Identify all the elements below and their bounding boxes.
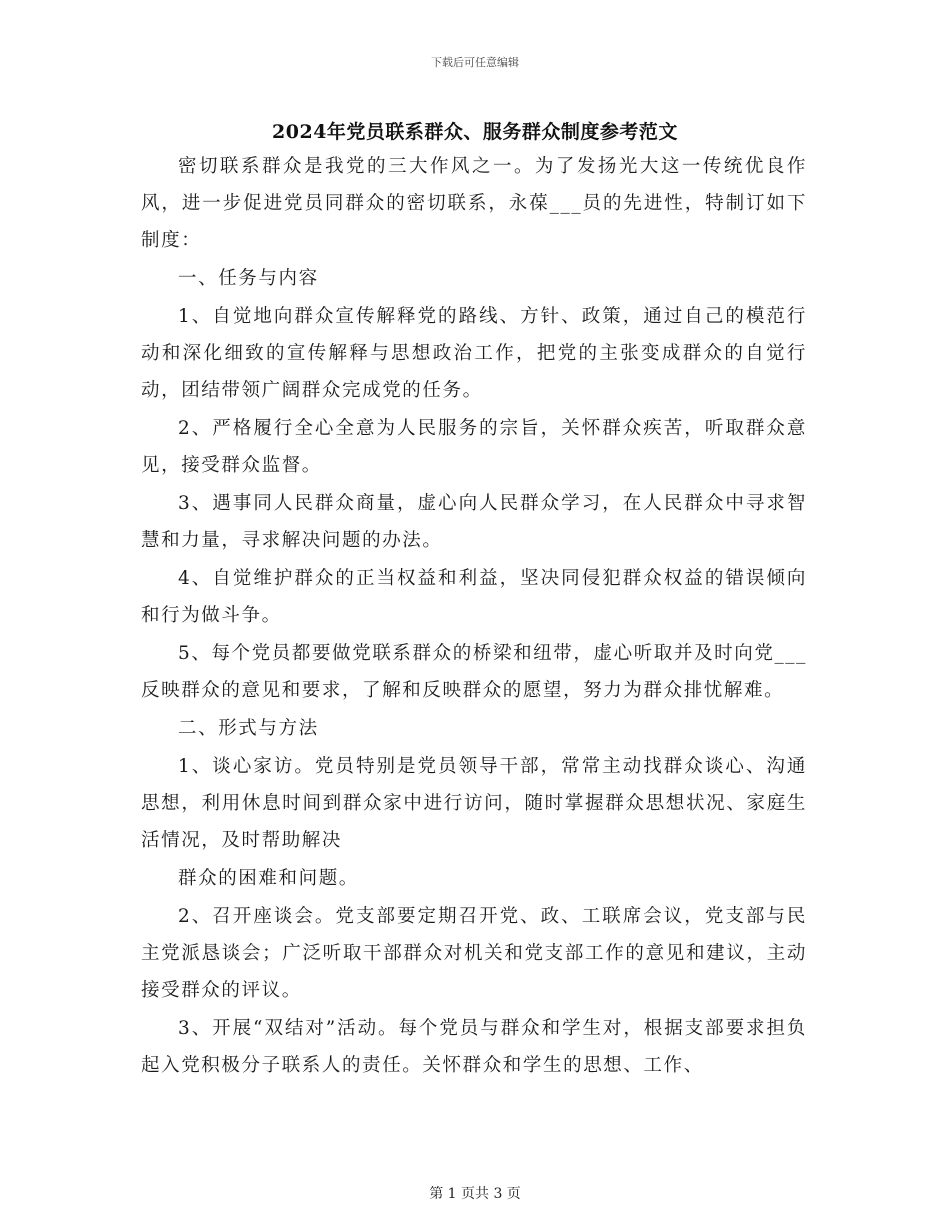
paragraph-intro: 密切联系群众是我党的三大作风之一。为了发扬光大这一传统优良作风，进一步促进党员同群众的密切联系，永葆___员的先进性，特制订如下制度： — [141, 156, 807, 251]
page-footer: 第 1 页共 3 页 — [429, 1186, 521, 1202]
paragraph-task-2: 2、严格履行全心全意为人民服务的宗旨，关怀群众疾苦，听取群众意见，接受群众监督。 — [141, 418, 807, 476]
paragraph-task-1: 1、自觉地向群众宣传解释党的路线、方针、政策，通过自己的模范行动和深化细致的宣传解释与思想政治工作，把党的主张变成群众的自觉行动，团结带领广阔群众完成党的任务。 — [141, 306, 807, 401]
paragraph-method-1: 1、谈心家访。党员特别是党员领导干部，常常主动找群众谈心、沟通思想，利用休息时间到群众家中进行访问，随时掌握群众思想状况、家庭生活情况，及时帮助解决 — [141, 756, 807, 851]
document-body — [141, 148, 807, 1085]
paragraph-method-2: 2、召开座谈会。党支部要定期召开党、政、工联席会议，党支部与民主党派恳谈会；广泛听取干部群众对机关和党支部工作的意见和建议，主动接受群众的评议。 — [141, 906, 807, 1001]
paragraph-task-3: 3、遇事同人民群众商量，虚心向人民群众学习，在人民群众中寻求智慧和力量，寻求解决问题的办法。 — [141, 493, 807, 551]
section-heading-methods: 二、形式与方法 — [178, 718, 319, 739]
paragraph-method-1-continued: 群众的困难和问题。 — [178, 868, 359, 889]
paragraph-method-3: 3、开展“双结对”活动。每个党员与群众和学生对，根据支部要求担负起入党积极分子联系人的责任。关怀群众和学生的思想、工作、 — [141, 1018, 807, 1076]
header-note: 下载后可任意编辑 — [431, 56, 519, 69]
document-title: 2024年党员联系群众、服务群众制度参考范文 — [272, 121, 678, 143]
paragraph-task-4: 4、自觉维护群众的正当权益和利益，坚决同侵犯群众权益的错误倾向和行为做斗争。 — [141, 568, 807, 626]
section-heading-tasks: 一、任务与内容 — [178, 268, 319, 289]
paragraph-task-5: 5、每个党员都要做党联系群众的桥梁和纽带，虚心听取并及时向党___反映群众的意见和要求，了解和反映群众的愿望，努力为群众排忧解难。 — [141, 643, 807, 701]
